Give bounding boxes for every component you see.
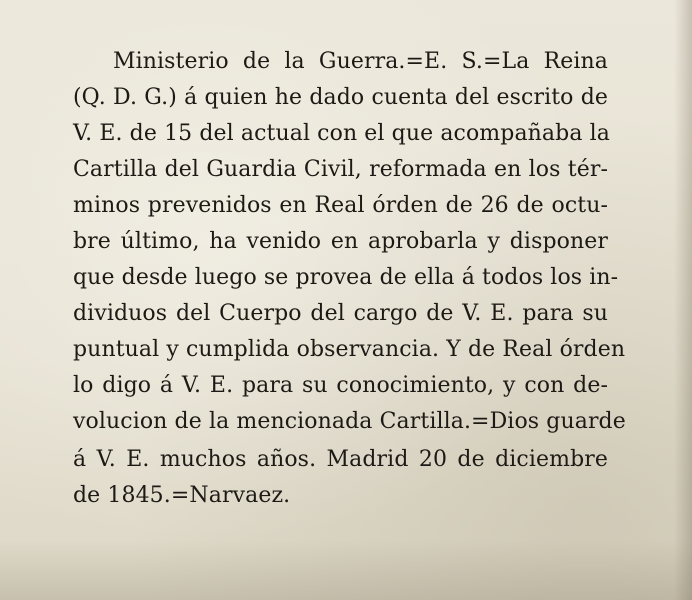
signature-line: de 1845.=Narvaez. <box>73 483 291 508</box>
text-line: volucion de la mencionada Cartilla.=Dios guarde <box>73 409 626 434</box>
text-line: Ministerio de la Guerra.=E. S.=La Reina <box>113 49 608 74</box>
text-line: (Q. D. G.) á quien he dado cuenta del escrito de <box>73 85 608 110</box>
text-line: Cartilla del Guardia Civil, reformada en los tér- <box>73 157 608 182</box>
text-line: puntual y cumplida observancia. Y de Real órden <box>73 337 626 362</box>
text-line: V. E. de 15 del actual con el que acompañaba la <box>73 121 610 146</box>
text-line: dividuos del Cuerpo del cargo de V. E. para su <box>73 301 608 326</box>
text-line: minos prevenidos en Real órden de 26 de octu- <box>73 193 608 218</box>
text-line: que desde luego se provea de ella á todos los in- <box>73 265 619 290</box>
text-line: á V. E. muchos años. Madrid 20 de diciembre <box>73 447 608 472</box>
text-line: lo digo á V. E. para su conocimiento, y con de- <box>73 373 608 398</box>
text-line: bre último, ha venido en aprobarla y disponer <box>73 229 608 254</box>
